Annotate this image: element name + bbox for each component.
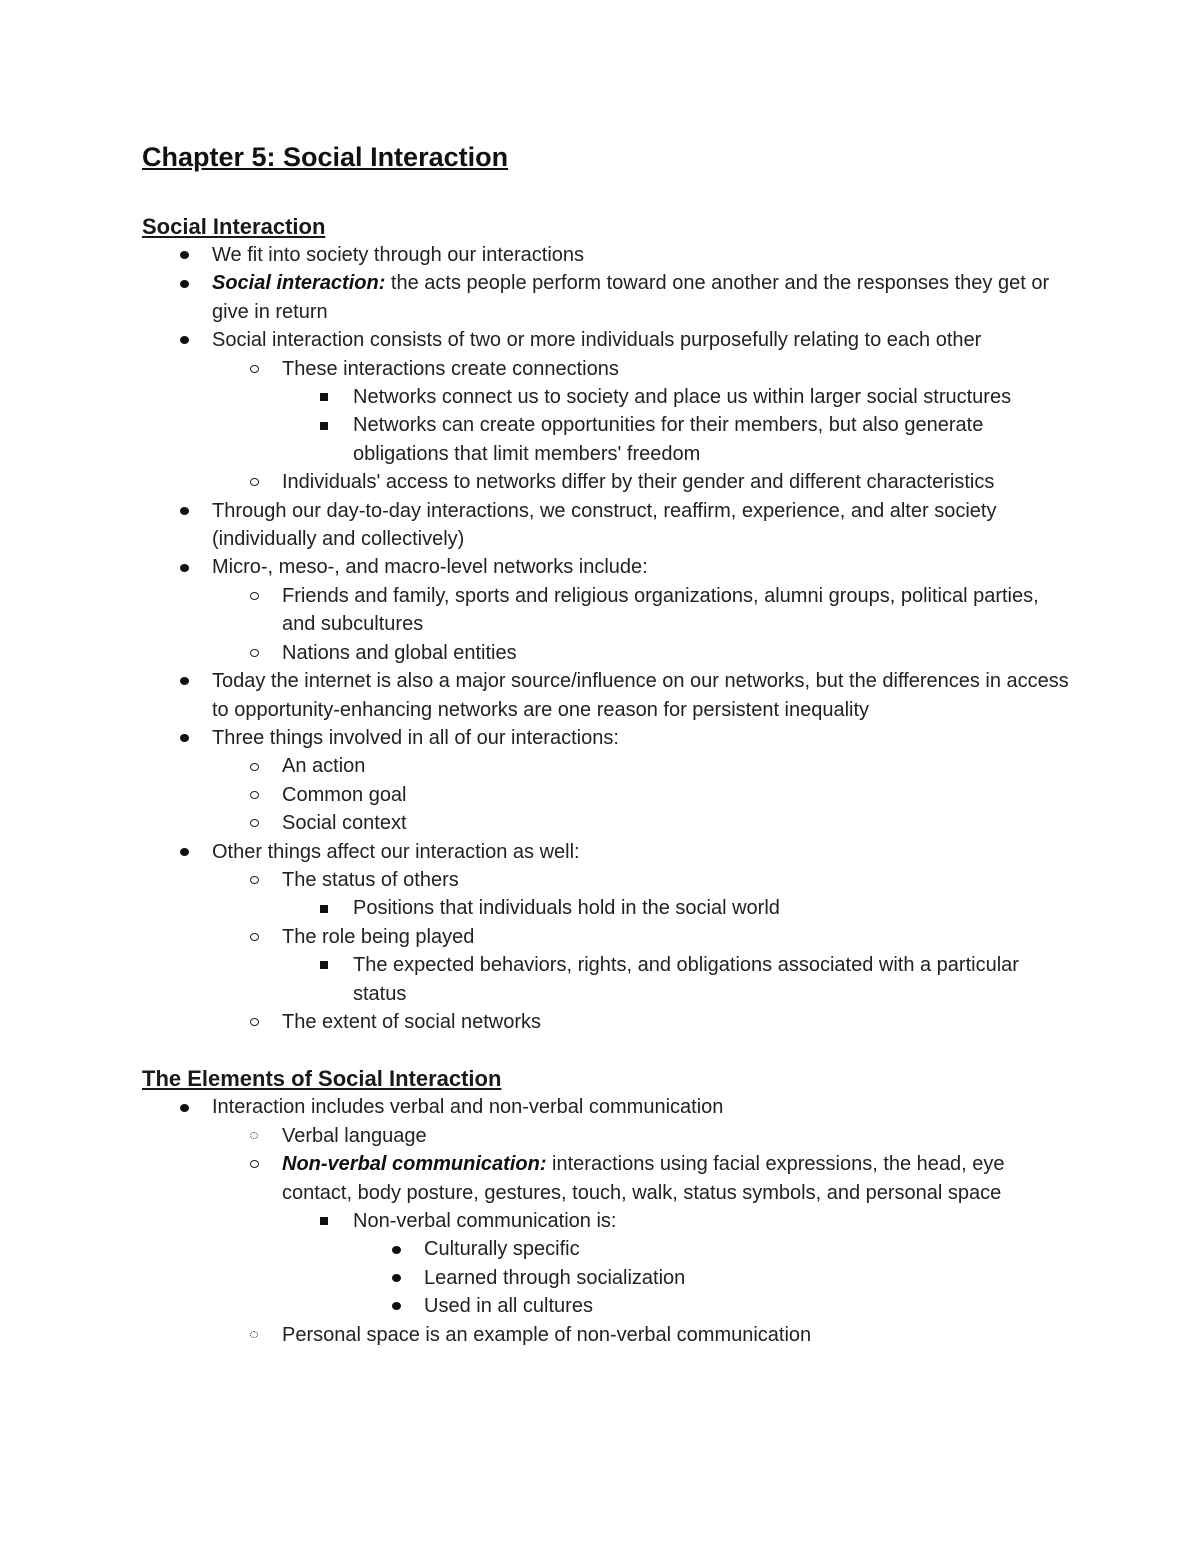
list-item-text — [282, 752, 1072, 780]
list-item-text — [212, 269, 1072, 326]
list-item-text — [424, 1292, 1072, 1320]
bullet-marker — [250, 1008, 259, 1036]
bullet-disc-icon — [180, 677, 189, 685]
list-item-text — [282, 639, 1072, 667]
list-item-body: The role being played — [282, 925, 475, 948]
bullet-circle-icon — [250, 819, 259, 827]
list-item-text — [282, 923, 1072, 951]
list-item-body: Culturally specific — [424, 1238, 580, 1261]
bullet-disc-icon — [180, 848, 189, 856]
list-item-body: Other things affect our interaction as well: — [212, 840, 580, 863]
list-item-body: Social context — [282, 812, 407, 835]
bullet-marker — [320, 411, 328, 439]
list-item-body: Friends and family, sports and religious organizations, alumni groups, political parties, and subcultures — [282, 584, 1039, 636]
list-item — [142, 269, 1072, 326]
bullet-disc-icon — [180, 564, 189, 572]
bullet-circle-icon — [250, 791, 259, 799]
list-item — [142, 724, 1072, 752]
bullet-marker — [250, 866, 259, 894]
bullet-circle-icon — [250, 478, 259, 486]
page-title: Chapter 5: Social Interaction — [142, 142, 509, 172]
list-item-text — [353, 383, 1072, 411]
bullet-circle-icon — [250, 365, 259, 373]
list-item-text — [212, 1093, 1072, 1121]
bullet-marker — [180, 269, 189, 297]
bullet-disc-icon — [180, 734, 189, 742]
list-item — [142, 1122, 1072, 1150]
bullet-disc-icon — [180, 251, 189, 259]
list-item — [142, 326, 1072, 354]
bullet-square-icon — [320, 393, 328, 401]
list-item-body: Networks can create opportunities for their members, but also generate obligations that limit members' freedom — [353, 414, 984, 465]
list-item-text — [282, 468, 1072, 496]
list-item — [142, 1207, 1072, 1235]
bullet-marker — [250, 809, 259, 837]
bullet-square-icon — [320, 1217, 328, 1225]
bullet-circle-icon — [250, 649, 259, 657]
list-item-text — [353, 1207, 1072, 1235]
bullet-circle-icon — [250, 876, 259, 884]
list-item-body: We fit into society through our interactions — [212, 244, 585, 266]
list-item — [142, 1008, 1072, 1036]
list-item — [142, 553, 1072, 581]
list-item-text — [353, 951, 1072, 1008]
list-item-body: interactions using facial expressions, the head, eye contact, body posture, gestures, touch, walk, status symbols, and personal space — [282, 1153, 1005, 1204]
bullet-disc-icon — [180, 280, 189, 288]
list-item — [142, 1235, 1072, 1263]
list-item-body: Social interaction consists of two or more individuals purposefully relating to each other — [212, 329, 982, 352]
bullet-marker — [392, 1292, 401, 1320]
bullet-list-elements-of-social-interaction — [142, 1093, 1072, 1349]
list-item-body: An action — [282, 755, 366, 778]
bullet-marker — [180, 667, 189, 695]
list-item-text — [282, 809, 1072, 837]
list-item-text — [353, 894, 1072, 922]
list-item-body: Networks connect us to society and place us within larger social structures — [353, 386, 1012, 409]
list-item-text — [212, 326, 1072, 354]
list-item — [142, 355, 1072, 383]
list-item-body: Today the internet is also a major source/influence on our networks, but the differences in access to opportunity-enhancing networks are one reason for persistent inequality — [212, 670, 1069, 721]
list-item — [142, 781, 1072, 809]
list-item — [142, 838, 1072, 866]
list-item — [142, 1321, 1072, 1349]
bullet-marker — [250, 582, 259, 610]
bullet-dotted-circle-icon — [250, 1132, 258, 1139]
list-item — [142, 667, 1072, 724]
list-item-text — [282, 1122, 1072, 1150]
list-item — [142, 1292, 1072, 1320]
bullet-marker — [320, 951, 328, 979]
list-item-body: Nations and global entities — [282, 641, 517, 664]
bullet-marker — [250, 1150, 259, 1178]
document-page — [142, 140, 1072, 1349]
bullet-marker — [180, 724, 189, 752]
bullet-marker — [250, 752, 259, 780]
list-item — [142, 582, 1072, 639]
list-item-body: Learned through socialization — [424, 1266, 686, 1289]
list-item — [142, 383, 1072, 411]
bullet-marker — [180, 326, 189, 354]
bullet-marker — [250, 923, 259, 951]
list-item-body: Individuals' access to networks differ by their gender and different characteristics — [282, 471, 995, 494]
list-item-text — [424, 1235, 1072, 1263]
list-item-body: Interaction includes verbal and non-verbal communication — [212, 1096, 724, 1119]
list-item-body: Micro-, meso-, and macro-level networks include: — [212, 556, 648, 579]
list-item-body: The expected behaviors, rights, and obligations associated with a particular status — [353, 954, 1019, 1005]
list-item — [142, 894, 1072, 922]
list-item-body: Positions that individuals hold in the social world — [353, 897, 780, 920]
list-item — [142, 866, 1072, 894]
bullet-disc-icon — [180, 507, 189, 515]
list-item-body: These interactions create connections — [282, 357, 619, 380]
list-item-text — [282, 1321, 1072, 1349]
list-item-body: Personal space is an example of non-verbal communication — [282, 1323, 812, 1346]
bullet-square-icon — [320, 961, 328, 969]
list-item-body: Through our day-to-day interactions, we construct, reaffirm, experience, and alter society (individually and collectively) — [212, 499, 997, 551]
bullet-disc-icon — [180, 336, 189, 344]
list-item — [142, 1150, 1072, 1207]
list-item — [142, 241, 1072, 269]
list-item-text — [282, 1008, 1072, 1036]
list-item-body: Common goal — [282, 783, 407, 806]
list-item — [142, 1264, 1072, 1292]
bullet-marker — [250, 468, 259, 496]
list-item-body: The extent of social networks — [282, 1010, 542, 1033]
bullet-marker — [180, 553, 189, 581]
bullet-circle-icon — [250, 1160, 259, 1168]
list-item-text — [282, 781, 1072, 809]
section-heading-social-interaction: Social Interaction — [142, 214, 326, 239]
bullet-marker — [392, 1235, 401, 1263]
list-item-body: Verbal language — [282, 1124, 427, 1147]
bullet-marker — [392, 1264, 401, 1292]
bullet-disc-icon — [180, 1104, 189, 1112]
list-item-text — [212, 497, 1072, 554]
list-item-text — [282, 1150, 1072, 1207]
bullet-marker — [250, 781, 259, 809]
bullet-circle-icon — [250, 763, 259, 771]
list-item — [142, 752, 1072, 780]
bullet-marker — [250, 639, 259, 667]
defined-term: Non-verbal communication: — [282, 1153, 547, 1176]
list-item — [142, 1093, 1072, 1121]
list-item-body: The status of others — [282, 868, 459, 891]
list-item-text — [353, 411, 1072, 468]
list-item-text — [282, 355, 1072, 383]
list-item-body: Non-verbal communication is: — [353, 1210, 617, 1232]
bullet-square-icon — [320, 422, 328, 430]
list-item — [142, 639, 1072, 667]
list-item-text — [212, 667, 1072, 724]
list-item-text — [212, 838, 1072, 866]
bullet-marker — [250, 1122, 258, 1150]
list-item-body: Three things involved in all of our interactions: — [212, 726, 619, 749]
bullet-marker — [320, 383, 328, 411]
list-item-text — [282, 866, 1072, 894]
bullet-marker — [180, 497, 189, 525]
list-item — [142, 497, 1072, 554]
list-item-text — [212, 553, 1072, 581]
bullet-marker — [180, 241, 189, 269]
list-item — [142, 923, 1072, 951]
list-item-text — [212, 724, 1072, 752]
bullet-circle-icon — [250, 933, 259, 941]
bullet-disc-icon — [392, 1302, 401, 1310]
bullet-circle-icon — [250, 592, 259, 600]
list-item-body: the acts people perform toward one another and the responses they get or give in return — [212, 272, 1050, 323]
bullet-dotted-circle-icon — [250, 1331, 258, 1338]
bullet-marker — [250, 355, 259, 383]
list-item-text — [282, 582, 1072, 639]
bullet-list-social-interaction — [142, 241, 1072, 1036]
bullet-disc-icon — [392, 1274, 401, 1282]
bullet-marker — [180, 1093, 189, 1121]
list-item — [142, 411, 1072, 468]
bullet-marker — [320, 894, 328, 922]
list-item — [142, 809, 1072, 837]
bullet-marker — [180, 838, 189, 866]
list-item-text — [212, 241, 1072, 269]
list-item-body: Used in all cultures — [424, 1295, 593, 1318]
list-item — [142, 951, 1072, 1008]
bullet-square-icon — [320, 905, 328, 913]
bullet-marker — [320, 1207, 328, 1235]
bullet-marker — [250, 1321, 258, 1349]
bullet-disc-icon — [392, 1246, 401, 1254]
section-heading-elements-of-social-interaction: The Elements of Social Interaction — [142, 1066, 502, 1092]
list-item — [142, 468, 1072, 496]
list-item-text — [424, 1264, 1072, 1292]
bullet-circle-icon — [250, 1018, 259, 1026]
defined-term: Social interaction: — [212, 272, 386, 295]
